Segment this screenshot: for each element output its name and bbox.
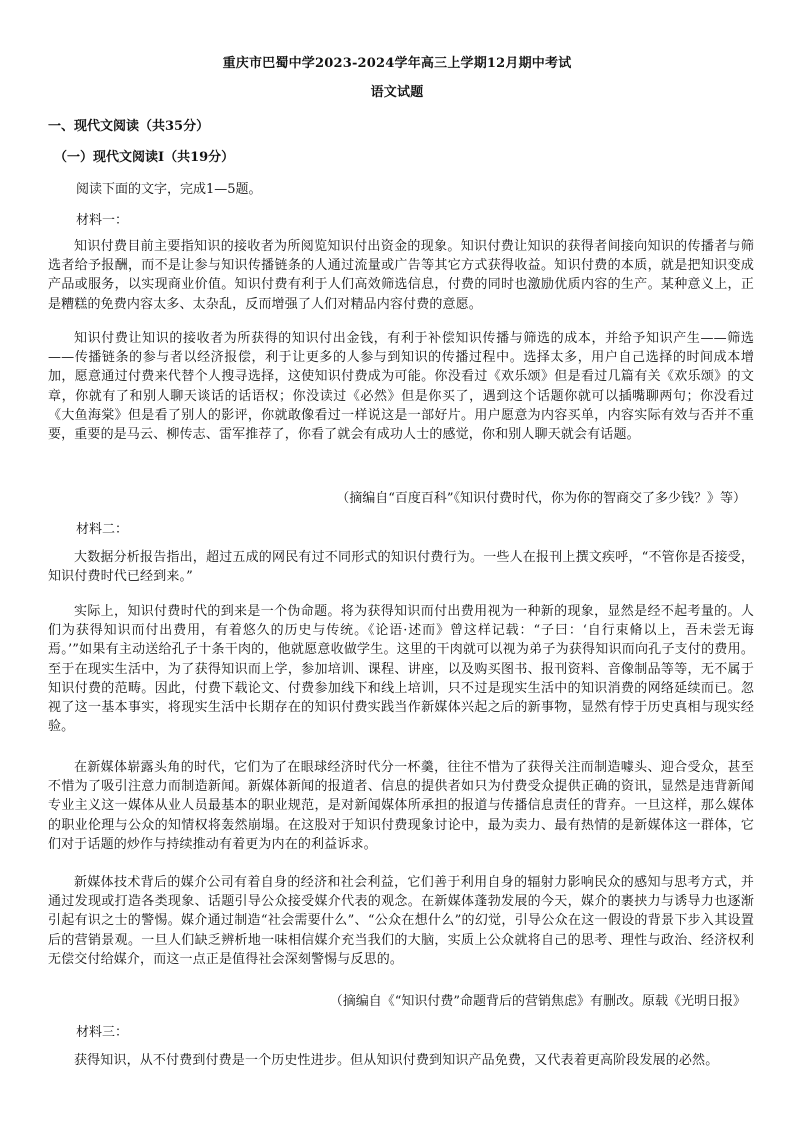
exam-subtitle: 语文试题 <box>370 85 424 100</box>
subsection-heading: （一）现代文阅读Ⅰ（共19分） <box>54 150 235 165</box>
material2-paragraph-4: 新媒体技术背后的媒介公司有着自身的经济和社会利益，它们善于利用自身的辐射力影响民众的感知与思考方式，并通过发现或打造各类现象、话题引导公众接受媒介代表的观念。在新媒体蓬勃发展的今天，媒介的裹挟力与诱导力也逐渐引起有识之士的警惕。媒介通过制造“社会需要什么”、“公众在想什么”的幻觉，引导公众在这一假设的背景下步入其设置后的营销景观。一旦人们缺乏辨析地一味相信媒介充当我们的大脑，实质上公众就将自己的思考、理性与政治、经济权利无偿交付给媒介，而这一点正是值得社会深刻警惕与反思的。 <box>48 875 754 967</box>
material1-label: 材料一： <box>76 213 129 228</box>
material2-label: 材料二： <box>76 522 129 537</box>
material1-paragraph-1: 知识付费目前主要指知识的接收者为所阅览知识付出资金的现象。知识付费让知识的获得者间接向知识的传播者与筛选者给予报酬，而不是让参与知识传播链条的人通过流量或广告等其它方式获得收益。知识付费的本质，就是把知识变成产品或服务，以实现商业价值。知识付费有利于人们高效筛选信息，付费的同时也激励优质内容的生产。某种意义上，正是糟糕的免费内容太多、太杂乱，反而增强了人们对精品内容付费的意愿。 <box>48 239 754 312</box>
material1-paragraph-2: 知识付费让知识的接收者为所获得的知识付出金钱，有利于补偿知识传播与筛选的成本，并给予知识产生——筛选——传播链条的参与者以经济报偿，利于让更多的人参与到知识的传播过程中。选择太多，用户自己选择的时间成本增加，愿意通过付费来代替个人搜寻选择，这使知识付费成为可能。你没看过《欢乐颂》但是看过几篇有关《欢乐颂》的文章，你就有了和别人聊天谈话的话语权；你没读过《必然》但是你买了，遇到这个话题你就可以插嘴聊两句；你没看过《大鱼海棠》但是看了别人的影评，你就敢像看过一样说这是一部好片。用户愿意为内容买单，内容实际有效与否并不重要，重要的是马云、柳传志、雷军推荐了，你看了就会有成功人士的感觉，你和别人聊天就会有话题。 <box>48 331 754 443</box>
material2-source: （摘编自《“知识付费”命题背后的营销焦虑》有删改。原载《光明日报》 <box>329 994 746 1009</box>
material2-paragraph-3: 在新媒体崭露头角的时代，它们为了在眼球经济时代分一杯羹，往往不惜为了获得关注而制造噱头、迎合受众，甚至不惜为了吸引注意力而制造新闻。新媒体新闻的报道者、信息的提供者如只为付费受众提供正确的资讯，显然是违背新闻专业主义这一媒体从业人员最基本的职业规范，是对新闻媒体所承担的报道与传播信息责任的背弃。一旦这样，那么媒体的职业伦理与公众的知情权将轰然崩塌。在这股对于知识付费现象讨论中，最为卖力、最有热情的是新媒体这一群体，它们对于话题的炒作与持续推动有着更为内在的利益诉求。 <box>48 760 754 852</box>
material2-paragraph-2: 实际上，知识付费时代的到来是一个伪命题。将为获得知识而付出费用视为一种新的现象，显然是经不起考量的。人们为获得知识而付出费用，有着悠久的历史与传统。《论语·述而》曾这样记载：“子曰：‘自行束脩以上，吾未尝无诲焉。’”如果有主动送给孔子十条干肉的，他就愿意收做学生。这里的干肉就可以视为弟子为获得知识而向孔子支付的费用。至于在现实生活中，为了获得知识而上学，参加培训、课程、讲座，以及购买图书、报刊资料、音像制品等等，无不属于知识付费的范畴。因此，付费下载论文、付费参加线下和线上培训，只不过是现实生活中的知识消费的网络延续而已。忽视了这一基本事实，将现实生活中长期存在的知识付费实践当作新媒体兴起之后的新事物，显然有悖于历史真相与现实经验。 <box>48 604 754 735</box>
material2-paragraph-1: 大数据分析报告指出，超过五成的网民有过不同形式的知识付费行为。一些人在报刊上撰文疾呼，“不管你是否接受，知识付费时代已经到来。” <box>48 550 754 585</box>
material1-source: （摘编自“百度百科”《知识付费时代，你为你的智商交了多少钱？》等） <box>336 491 746 506</box>
exam-title: 重庆市巴蜀中学2023-2024学年高三上学期12月期中考试 <box>222 56 572 71</box>
material3-label: 材料三： <box>76 1025 129 1040</box>
instruction-text: 阅读下面的文字，完成1—5题。 <box>76 182 262 197</box>
material3-paragraph-1: 获得知识，从不付费到付费是一个历史性进步。但从知识付费到知识产品免费，又代表着更高阶段发展的必然。 <box>74 1053 719 1068</box>
section-heading: 一、现代文阅读（共35分） <box>48 119 210 134</box>
